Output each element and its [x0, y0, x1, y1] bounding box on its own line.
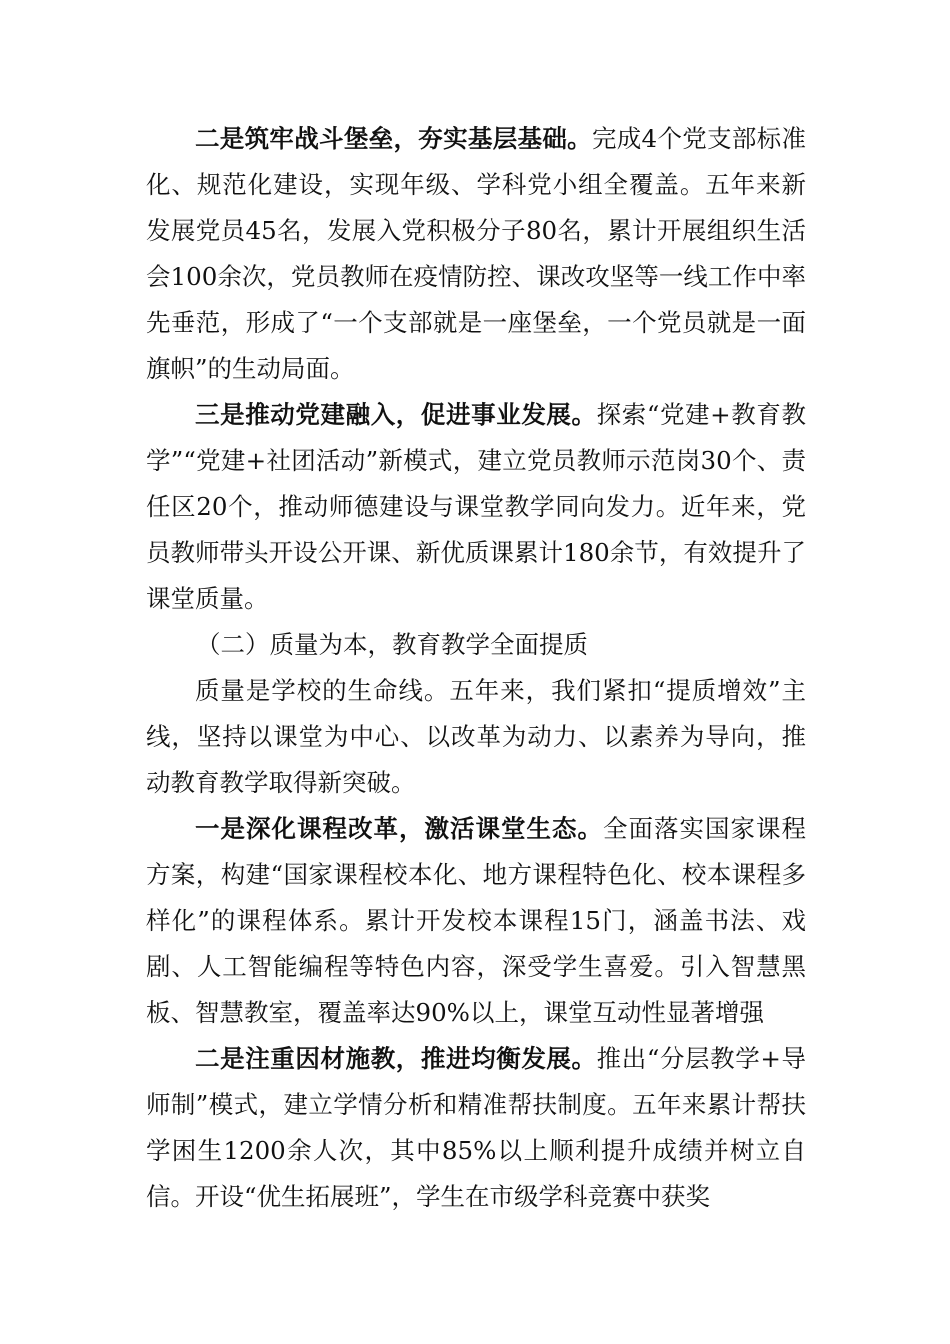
- paragraph-individualized-teaching: [146, 1036, 806, 1220]
- paragraph-lead: 二是注重因材施教，推进均衡发展。: [195, 1044, 597, 1073]
- paragraph-text: 推出“分层教学+导师制”模式，建立学情分析和精准帮扶制度。五年来累计帮扶学困生1200余人次，其中85%以上顺利提升成绩并树立自信。开设“优生拓展班”，学生在市级学科竞赛中获奖: [146, 1044, 806, 1211]
- paragraph-party-integration: [146, 392, 806, 622]
- paragraph-text: 完成4个党支部标准化、规范化建设，实现年级、学科党小组全覆盖。五年来新发展党员45名，发展入党积极分子80名，累计开展组织生活会100余次，党员教师在疫情防控、课改攻坚等一线工作中率先垂范，形成了“一个支部就是一座堡垒，一个党员就是一面旗帜”的生动局面。: [146, 124, 806, 383]
- paragraph-lead: 二是筑牢战斗堡垒，夯实基层基础。: [195, 124, 592, 153]
- paragraph-party-branch: [146, 116, 806, 392]
- paragraph-curriculum-reform: [146, 806, 806, 1036]
- paragraph-text: 全面落实国家课程方案，构建“国家课程校本化、地方课程特色化、校本课程多样化”的课程体系。累计开发校本课程15门，涵盖书法、戏剧、人工智能编程等特色内容，深受学生喜爱。引入智慧黑板、智慧教室，覆盖率达90%以上，课堂互动性显著增强: [146, 814, 806, 1027]
- paragraph-lead: 三是推动党建融入，促进事业发展。: [195, 400, 597, 429]
- paragraph-intro: 质量是学校的生命线。五年来，我们紧扣“提质增效”主线，坚持以课堂为中心、以改革为动力、以素养为导向，推动教育教学取得新突破。: [146, 676, 806, 797]
- paragraph-text: 探索“党建+教育教学”“党建+社团活动”新模式，建立党员教师示范岗30个、责任区20个，推动师德建设与课堂教学同向发力。近年来，党员教师带头开设公开课、新优质课累计180余节，有效提升了课堂质量。: [146, 400, 806, 613]
- section-heading: （二）质量为本，教育教学全面提质: [196, 630, 588, 659]
- paragraph-lead: 一是深化课程改革，激活课堂生态。: [195, 814, 603, 843]
- document-body: [146, 116, 806, 1220]
